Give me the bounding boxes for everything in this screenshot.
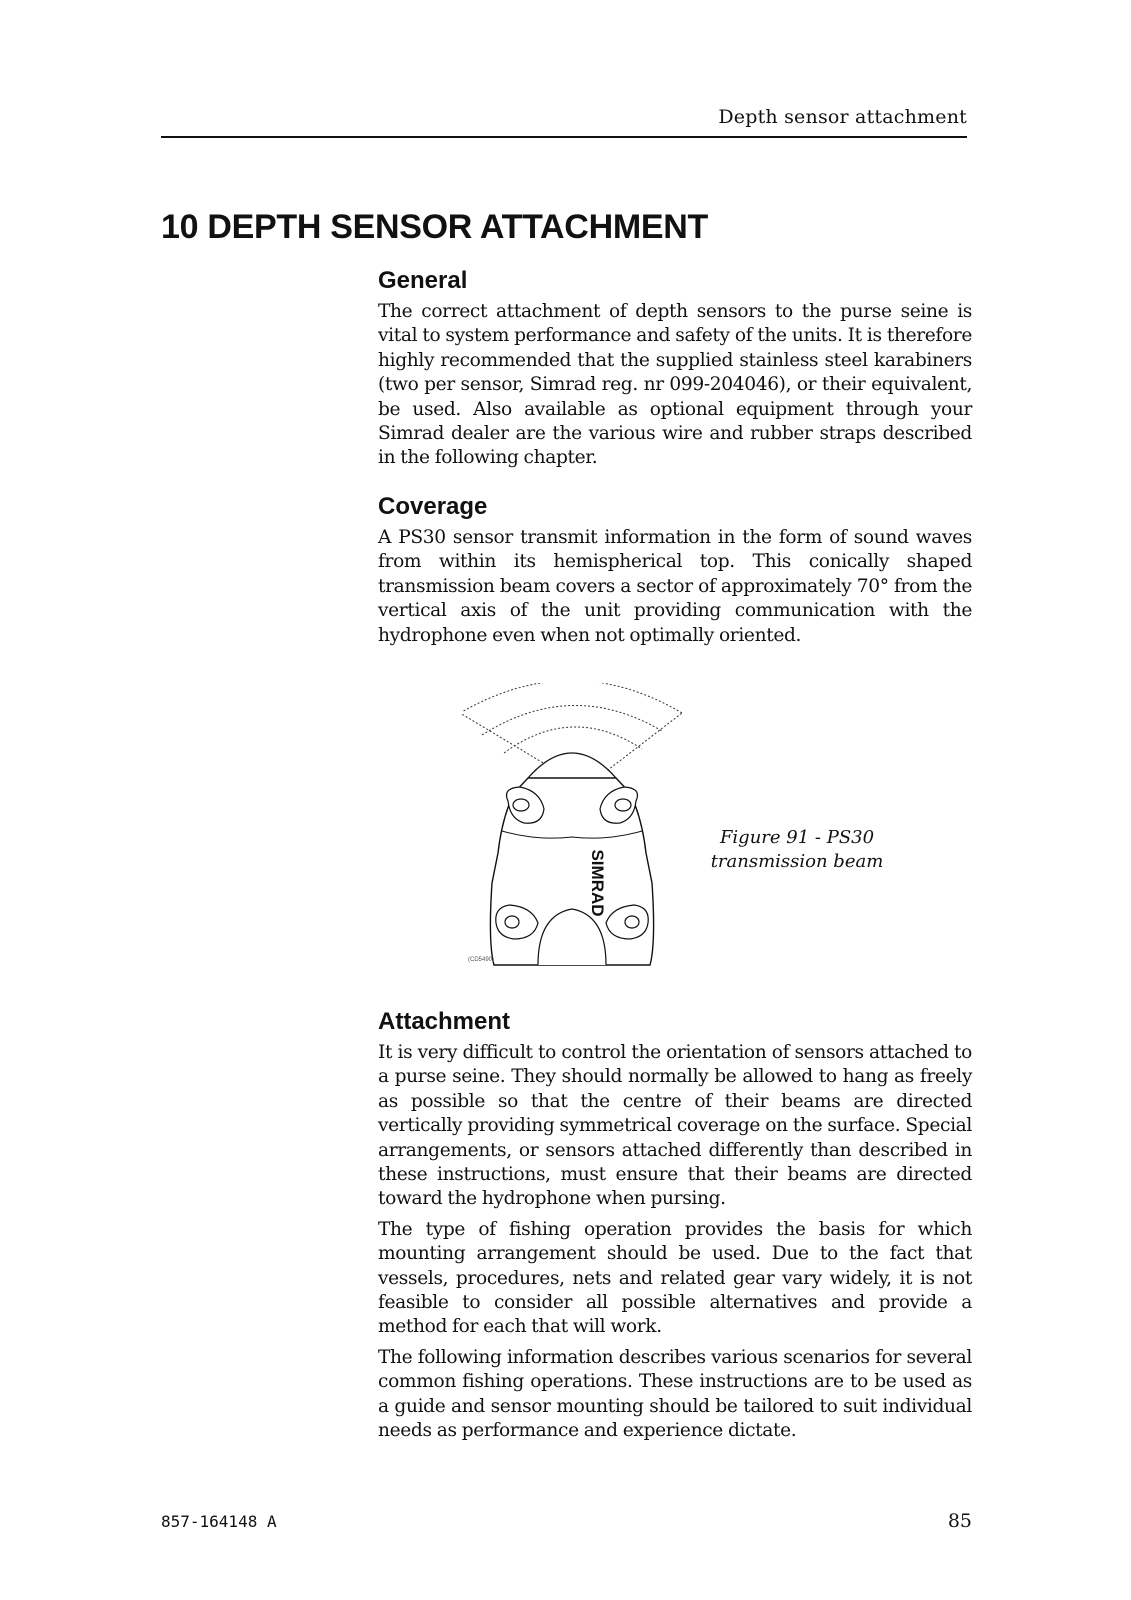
general-paragraph: The correct attachment of depth sensors to the purse seine is vital to system performance and safety of the units. It is therefore highly recommended that the supplied stainless steel karabiners (two per sensor, Simrad reg. nr 099-204046), or their equivalent, be used. Also available as optional equipment through your Simrad dealer are the various wire and rubber straps described in the following chapter. [378,301,972,469]
section-attachment [378,1007,972,1444]
caption-line-2: transmission beam [710,851,884,872]
ps30-sensor-illustration [462,683,702,988]
simrad-logo: SIMRAD [588,849,607,917]
running-header: Depth sensor attachment [718,106,967,128]
coverage-paragraph: A PS30 sensor transmit information in the form of sound waves from within its hemispherical top. This conically shaped transmission beam covers a sector of approximately 70° from the vertical axis of the unit providing communication with the hydrophone even when not optimally oriented. [378,527,972,646]
section-general [378,266,972,471]
section-heading-attachment: Attachment [378,1008,511,1035]
attachment-paragraph-1: It is very difficult to control the orientation of sensors attached to a purse seine. They should normally be allowed to hang as freely as possible so that the centre of their beams are directed vertically providing symmetrical coverage on the surface. Special arrangements, or sensors attached differently than described in these instructions, must ensure that their beams are directed toward the hydrophone when pursing. [378,1042,972,1210]
header-rule [161,136,967,138]
section-coverage [378,492,972,648]
page-number: 85 [947,1510,972,1532]
document-number: 857-164148 A [161,1512,277,1531]
drawing-code: (CD5490) [468,957,495,963]
chapter-title: 10 DEPTH SENSOR ATTACHMENT [161,208,708,246]
figure-ps30-beam [462,683,702,988]
attachment-paragraph-2: The type of fishing operation provides the basis for which mounting arrangement should be used. Due to the fact that vessels, procedures, nets and related gear vary widely, it is not feasible to consider all possible alternatives and provide a method for each that will work. [378,1218,972,1338]
section-heading-general: General [378,267,468,294]
caption-line-1: Figure 91 - PS30 [719,827,875,848]
attachment-paragraph-3: The following information describes various scenarios for several common fishing operations. These instructions are to be used as a guide and sensor mounting should be tailored to suit individual needs as performance and experience dictate. [378,1346,972,1442]
figure-caption [698,826,896,874]
section-heading-coverage: Coverage [378,493,488,520]
